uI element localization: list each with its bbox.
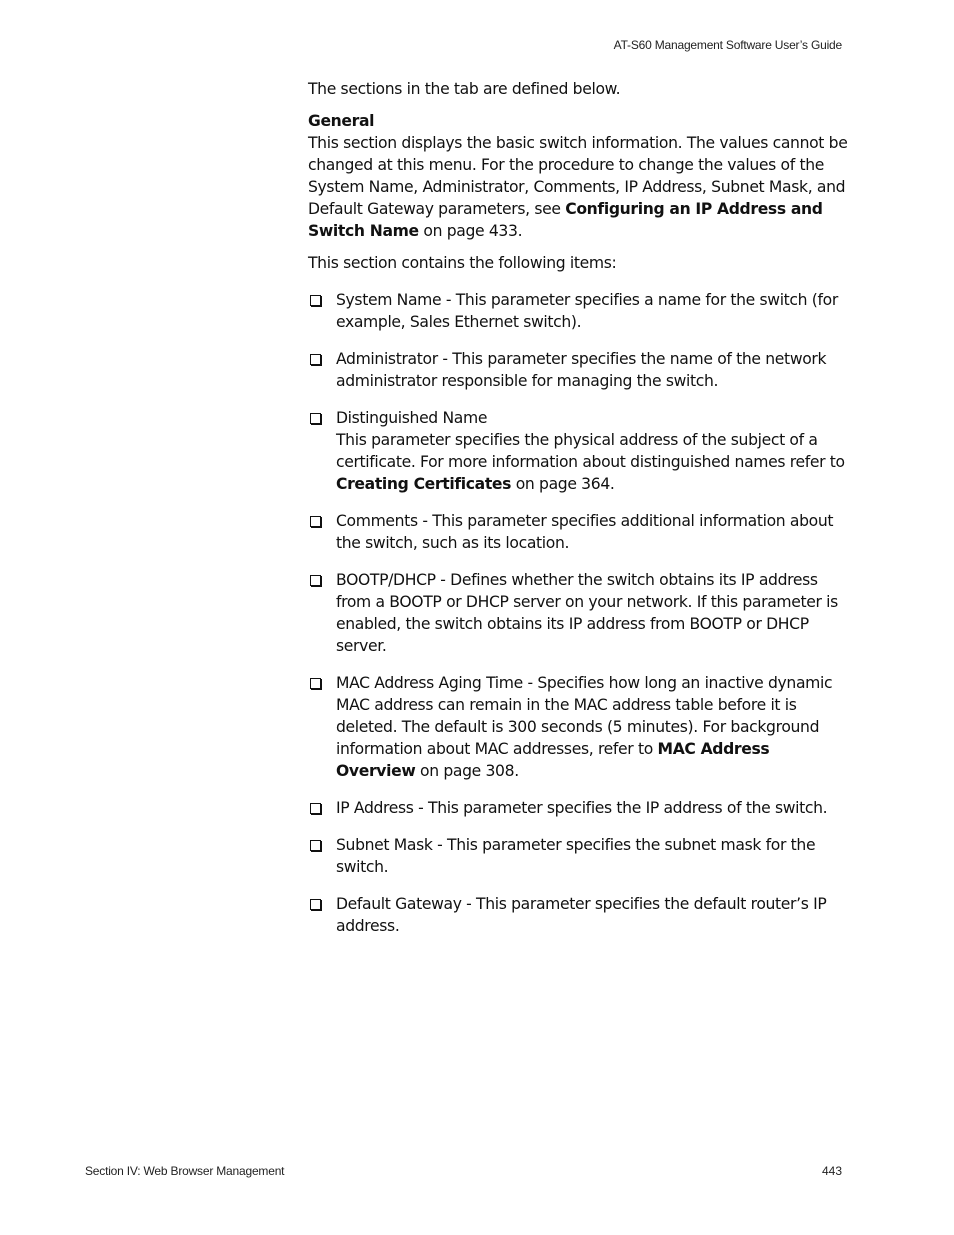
list-item-ip-address — [308, 797, 848, 819]
list-item-description — [336, 429, 848, 495]
general-description-page-ref: on page 433. — [418, 222, 523, 240]
page-content — [308, 78, 848, 952]
list-item-text: BOOTP/DHCP - Defines whether the switch obtains its IP address from a BOOTP or DHCP server on your network. If this parameter is enabled, the switch obtains its IP address from BOOTP or DHCP server. — [336, 571, 838, 655]
footer-page-number: 443 — [821, 1164, 842, 1178]
list-item-bootp-dhcp — [308, 569, 848, 657]
list-item-text: Subnet Mask - This parameter specifies the subnet mask for the switch. — [336, 836, 816, 876]
checkbox-bullet-icon — [310, 575, 321, 586]
list-item-title: Distinguished Name — [336, 409, 488, 427]
list-item-text: This parameter specifies the physical address of the subject of a certificate. For more information about distinguished names refer to — [336, 431, 845, 471]
list-item-text: MAC Address Aging Time - Specifies how long an inactive dynamic MAC address can remain in the MAC address table before it is deleted. The default is 300 seconds (5 minutes). For background information about MAC addresses, refer to — [336, 674, 833, 758]
checkbox-bullet-icon — [310, 678, 321, 689]
list-item-text: System Name - This parameter specifies a name for the switch (for example, Sales Ethernet switch). — [336, 291, 838, 331]
checkbox-bullet-icon — [310, 516, 321, 527]
section-heading-general: General — [308, 112, 375, 130]
list-item-text: Administrator - This parameter specifies the name of the network administrator responsible for managing the switch. — [336, 350, 827, 390]
list-item-administrator — [308, 348, 848, 392]
link-configuring-ip-address[interactable]: Configuring an IP Address and Switch Name — [308, 200, 823, 240]
link-creating-certificates[interactable]: Creating Certificates — [336, 475, 512, 493]
list-item-text: Comments - This parameter specifies additional information about the switch, such as its location. — [336, 512, 834, 552]
items-list — [308, 289, 848, 937]
checkbox-bullet-icon — [310, 354, 321, 365]
general-description — [308, 132, 848, 242]
checkbox-bullet-icon — [310, 803, 321, 814]
checkbox-bullet-icon — [310, 840, 321, 851]
checkbox-bullet-icon — [310, 413, 321, 424]
link-mac-address-overview[interactable]: MAC Address Overview — [336, 740, 770, 780]
general-description-text: This section displays the basic switch information. The values cannot be changed at this menu. For the procedure to change the values of the System Name, Administrator, Comments, IP Address, Subnet Mask, and Default Gateway parameters, see — [308, 134, 848, 218]
list-item-default-gateway — [308, 893, 848, 937]
list-item-distinguished-name — [308, 407, 848, 495]
list-item-subnet-mask — [308, 834, 848, 878]
intro-text: The sections in the tab are defined below. — [308, 80, 621, 98]
list-item-text: Default Gateway - This parameter specifies the default router’s IP address. — [336, 895, 827, 935]
list-item-page-ref: on page 308. — [415, 762, 519, 780]
items-intro-text: This section contains the following items: — [308, 254, 617, 272]
list-item-mac-address-aging-time — [308, 672, 848, 782]
list-item-page-ref: on page 364. — [511, 475, 615, 493]
checkbox-bullet-icon — [310, 899, 321, 910]
list-item-comments — [308, 510, 848, 554]
list-item-system-name — [308, 289, 848, 333]
checkbox-bullet-icon — [310, 295, 321, 306]
footer-section-title: Section IV: Web Browser Management — [85, 1164, 285, 1178]
list-item-text: IP Address - This parameter specifies the IP address of the switch. — [336, 799, 828, 817]
running-header: AT-S60 Management Software User’s Guide — [613, 38, 842, 52]
